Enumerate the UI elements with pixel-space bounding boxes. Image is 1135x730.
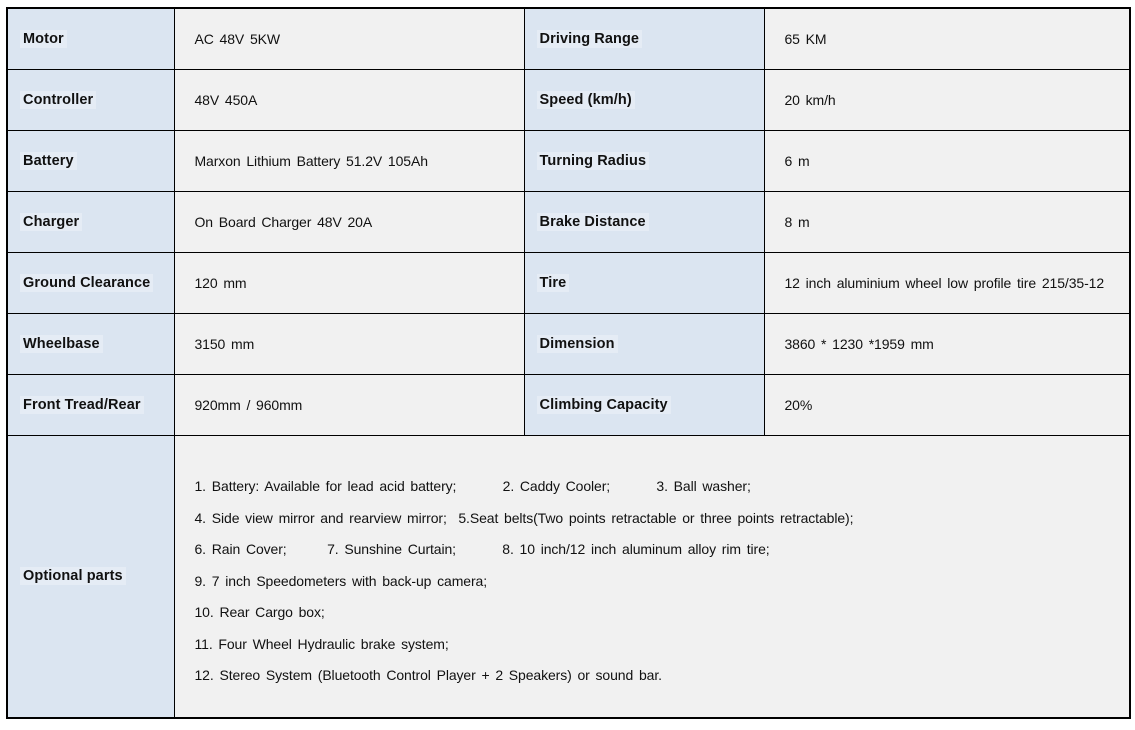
spec-right-label-text: Dimension bbox=[537, 335, 618, 353]
spec-left-label bbox=[7, 191, 174, 252]
spec-right-label-text: Brake Distance bbox=[537, 213, 649, 231]
spec-right-label bbox=[524, 313, 764, 374]
spec-right-label bbox=[524, 130, 764, 191]
spec-left-value-text: 120 mm bbox=[194, 274, 247, 291]
spec-row bbox=[7, 130, 1130, 191]
spec-left-label-text: Front Tread/Rear bbox=[20, 396, 144, 414]
optional-parts-line: 9. 7 inch Speedometers with back-up camera; bbox=[194, 572, 488, 589]
optional-parts-line: 1. Battery: Available for lead acid battery; 2. Caddy Cooler; 3. Ball washer; bbox=[194, 478, 751, 494]
spec-right-label-text: Speed (km/h) bbox=[537, 91, 635, 109]
spec-left-value bbox=[174, 313, 524, 374]
spec-left-label-text: Charger bbox=[20, 213, 82, 231]
optional-parts-line: 12. Stereo System (Bluetooth Control Player + 2 Speakers) or sound bar. bbox=[194, 667, 662, 683]
spec-right-value bbox=[764, 69, 1130, 130]
spec-left-label-text: Controller bbox=[20, 91, 96, 109]
spec-row bbox=[7, 191, 1130, 252]
spec-right-value-text: 20 km/h bbox=[784, 91, 836, 108]
spec-left-label bbox=[7, 252, 174, 313]
spec-left-value bbox=[174, 69, 524, 130]
spec-row bbox=[7, 374, 1130, 435]
spec-right-value bbox=[764, 130, 1130, 191]
spec-right-value-text: 12 inch aluminium wheel low profile tire 215/35-12 bbox=[784, 274, 1105, 291]
spec-right-value-text: 3860 * 1230 *1959 mm bbox=[784, 335, 934, 352]
spec-right-label bbox=[524, 191, 764, 252]
spec-right-label-text: Turning Radius bbox=[537, 152, 650, 170]
spec-left-value-text: 48V 450A bbox=[194, 91, 258, 108]
spec-left-value bbox=[174, 374, 524, 435]
optional-parts-lines bbox=[175, 456, 1130, 685]
spec-right-value bbox=[764, 374, 1130, 435]
optional-parts-line: 10. Rear Cargo box; bbox=[194, 604, 325, 620]
spec-left-label bbox=[7, 374, 174, 435]
optional-parts-row bbox=[7, 435, 1130, 718]
spec-left-label-text: Wheelbase bbox=[20, 335, 103, 353]
spec-left-value-text: On Board Charger 48V 20A bbox=[194, 213, 373, 230]
spec-left-value bbox=[174, 191, 524, 252]
spec-right-value bbox=[764, 313, 1130, 374]
spec-right-value-text: 6 m bbox=[784, 152, 810, 169]
spec-row bbox=[7, 8, 1130, 69]
optional-parts-line: 11. Four Wheel Hydraulic brake system; bbox=[194, 635, 449, 652]
spec-left-label bbox=[7, 69, 174, 130]
spec-left-label bbox=[7, 130, 174, 191]
spec-right-label-text: Tire bbox=[537, 274, 570, 292]
spec-right-value-text: 20% bbox=[784, 396, 813, 413]
spec-left-value bbox=[174, 8, 524, 69]
spec-right-label-text: Driving Range bbox=[537, 30, 643, 48]
vehicle-spec-table bbox=[6, 7, 1131, 719]
spec-right-label bbox=[524, 252, 764, 313]
spec-row bbox=[7, 313, 1130, 374]
optional-parts-line: 4. Side view mirror and rearview mirror; 5.Seat belts(Two points retractable or three points retractable); bbox=[194, 509, 854, 526]
spec-left-label-text: Ground Clearance bbox=[20, 274, 153, 292]
spec-left-value bbox=[174, 252, 524, 313]
spec-left-label-text: Motor bbox=[20, 30, 67, 48]
spec-left-label bbox=[7, 8, 174, 69]
optional-parts-content-cell bbox=[174, 435, 1130, 718]
optional-parts-label-text: Optional parts bbox=[20, 567, 126, 585]
spec-right-value bbox=[764, 191, 1130, 252]
spec-left-value-text: 920mm / 960mm bbox=[194, 396, 303, 413]
spec-row bbox=[7, 252, 1130, 313]
spec-table-body bbox=[7, 8, 1130, 718]
spec-right-value bbox=[764, 252, 1130, 313]
optional-parts-line: 6. Rain Cover; 7. Sunshine Curtain; 8. 10 inch/12 inch aluminum alloy rim tire; bbox=[194, 541, 770, 557]
spec-right-value-text: 65 KM bbox=[784, 30, 827, 47]
spec-left-value bbox=[174, 130, 524, 191]
spec-right-value bbox=[764, 8, 1130, 69]
spec-left-label bbox=[7, 313, 174, 374]
spec-right-label-text: Climbing Capacity bbox=[537, 396, 671, 414]
spec-left-label-text: Battery bbox=[20, 152, 77, 170]
spec-right-label bbox=[524, 69, 764, 130]
spec-right-value-text: 8 m bbox=[784, 213, 810, 230]
spec-right-label bbox=[524, 374, 764, 435]
spec-right-label bbox=[524, 8, 764, 69]
spec-left-value-text: Marxon Lithium Battery 51.2V 105Ah bbox=[194, 152, 428, 169]
optional-parts-label bbox=[7, 435, 174, 718]
spec-left-value-text: AC 48V 5KW bbox=[194, 30, 280, 47]
spec-row bbox=[7, 69, 1130, 130]
spec-left-value-text: 3150 mm bbox=[194, 335, 255, 352]
